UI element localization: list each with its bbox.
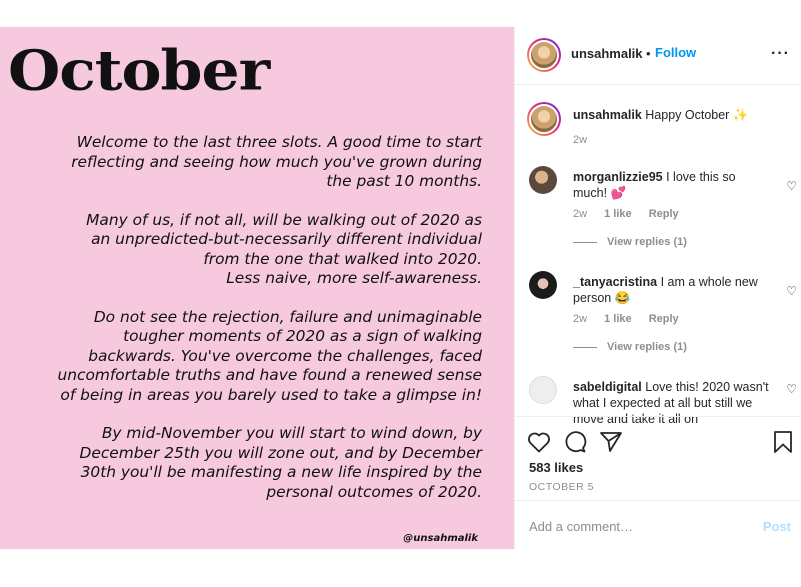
comment-text: Love this! 2020 wasn't what I expected at all but still we move and take it all on: [573, 380, 769, 426]
header-username[interactable]: unsahmalik: [571, 46, 643, 61]
like-comment-icon[interactable]: ♡: [786, 179, 797, 193]
comment-text: I love this so much! 💕: [573, 170, 736, 200]
comment-username[interactable]: sabeldigital: [573, 380, 642, 394]
post-comment-button[interactable]: Post: [762, 519, 791, 534]
reply-button[interactable]: Reply: [648, 208, 679, 220]
post-image[interactable]: [0, 27, 514, 549]
post-sidebar: [514, 27, 800, 549]
post-header: [515, 27, 800, 85]
add-comment-bar: [515, 500, 801, 549]
save-icon[interactable]: [773, 431, 793, 458]
post-handle-watermark: @unsahmalik: [403, 533, 478, 544]
comment-text: I am a whole new person 😂: [573, 275, 758, 305]
caption-time: 2w: [573, 134, 588, 146]
post-paragraph: Welcome to the last three slots. A good time to start reflecting and seeing how much you've grown during the past 10 months.: [71, 133, 482, 190]
follow-button[interactable]: Follow: [655, 45, 697, 60]
caption: [527, 102, 797, 152]
comment-input[interactable]: Add a comment…: [529, 519, 634, 534]
comment-time: 2w: [573, 313, 588, 325]
avatar[interactable]: [529, 271, 557, 299]
comments-list[interactable]: [515, 86, 801, 426]
post-paragraph: By mid-November you will start to wind down, by December 25th you will zone out, and by December 30th you'll be manifesting a new life inspired by the personal outcomes of 2020.: [79, 424, 482, 501]
comment-time: 2w: [573, 208, 588, 220]
post-title: October: [8, 39, 270, 104]
comment-username[interactable]: _tanyacristina: [573, 275, 658, 289]
comment-username[interactable]: morganlizzie95: [573, 170, 663, 184]
post-date: OCTOBER 5: [529, 481, 594, 493]
reply-button[interactable]: Reply: [648, 313, 679, 325]
post-actions: [515, 416, 801, 511]
more-icon[interactable]: ···: [771, 45, 790, 62]
caption-username[interactable]: unsahmalik: [573, 108, 642, 122]
comment-icon[interactable]: [563, 431, 587, 458]
comment-likes[interactable]: 1 like: [604, 313, 632, 325]
like-comment-icon[interactable]: ♡: [786, 382, 797, 396]
avatar[interactable]: [527, 102, 561, 136]
post-paragraph: Many of us, if not all, will be walking out of 2020 as an unpredicted-but-necessarily different individual from the one that walked into 2020. Less naive, more self-awareness.: [86, 210, 482, 287]
view-replies-label: View replies (1): [607, 341, 687, 353]
view-replies-label: View replies (1): [607, 236, 687, 248]
like-icon[interactable]: [527, 431, 551, 458]
list-item: [527, 271, 797, 371]
caption-text: Happy October ✨: [645, 108, 749, 122]
list-item: [527, 166, 797, 266]
comment-likes[interactable]: 1 like: [604, 208, 632, 220]
avatar[interactable]: [529, 376, 557, 404]
avatar[interactable]: [527, 38, 561, 72]
view-replies-button[interactable]: [573, 236, 687, 248]
avatar[interactable]: [529, 166, 557, 194]
post-paragraph: Do not see the rejection, failure and unimaginable tougher moments of 2020 as a sign of walking backwards. You've overcome the challenges, faced uncomfortable truths and have found a renewed sense of being in areas you barely used to take a glimpse in!: [57, 307, 482, 404]
header-separator: •: [646, 46, 651, 61]
view-replies-button[interactable]: [573, 341, 687, 353]
share-icon[interactable]: [599, 431, 623, 458]
likes-count[interactable]: 583 likes: [529, 460, 584, 475]
like-comment-icon[interactable]: ♡: [786, 284, 797, 298]
post-body: [24, 133, 482, 521]
